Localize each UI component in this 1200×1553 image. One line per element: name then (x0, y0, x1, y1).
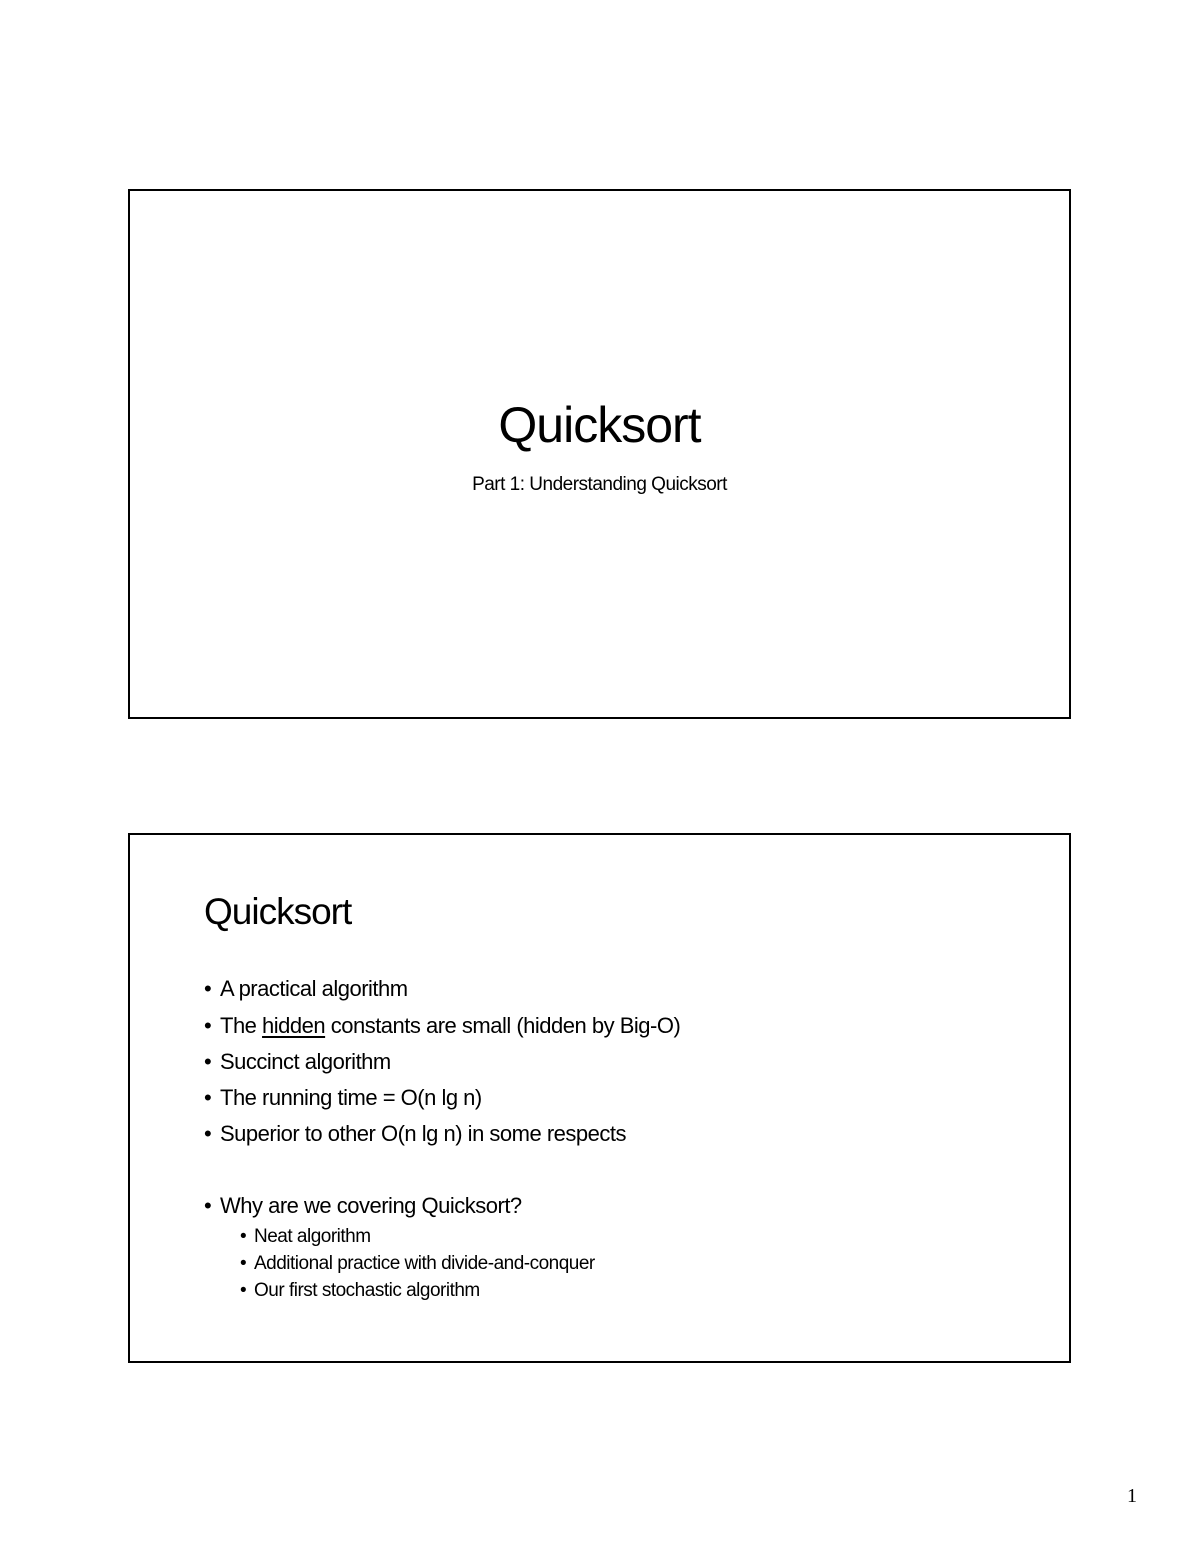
bullet-item (204, 1049, 391, 1075)
bullet-text: Why are we covering Quicksort? (220, 1193, 522, 1218)
bullet-icon: • (204, 976, 212, 1001)
bullet-item (204, 976, 408, 1002)
sub-bullet-text: Additional practice with divide-and-conquer (254, 1253, 595, 1274)
sub-bullet-item (240, 1226, 371, 1248)
bullet-item (204, 1193, 522, 1219)
bullet-icon: • (240, 1280, 247, 1301)
bullet-text: The running time = O(n lg n) (220, 1085, 482, 1110)
bullet-icon: • (204, 1013, 212, 1038)
bullet-icon: • (204, 1085, 212, 1110)
slide-2 (128, 833, 1071, 1363)
sub-bullet-text: Our first stochastic algorithm (254, 1280, 480, 1301)
underlined-word: hidden (262, 1013, 326, 1038)
sub-bullet-text: Neat algorithm (254, 1226, 371, 1247)
bullet-text: A practical algorithm (220, 976, 408, 1001)
bullet-item (204, 1121, 626, 1147)
bullet-item (204, 1085, 482, 1111)
bullet-text: constants are small (hidden by Big-O) (325, 1013, 681, 1038)
bullet-icon: • (204, 1193, 212, 1218)
bullet-icon: • (204, 1049, 212, 1074)
page-number: 1 (1127, 1485, 1137, 1507)
bullet-text: Superior to other O(n lg n) in some respects (220, 1121, 626, 1146)
bullet-text: The (220, 1013, 263, 1038)
bullet-item (204, 1013, 680, 1039)
sub-bullet-item (240, 1253, 595, 1275)
slide-1 (128, 189, 1071, 719)
bullet-icon: • (204, 1121, 212, 1146)
bullet-icon: • (240, 1253, 247, 1274)
bullet-text: Succinct algorithm (220, 1049, 391, 1074)
slide-title: Quicksort (498, 397, 701, 453)
bullet-icon: • (240, 1226, 247, 1247)
slide-title: Quicksort (204, 891, 352, 932)
sub-bullet-item (240, 1280, 480, 1302)
slide-subtitle: Part 1: Understanding Quicksort (472, 474, 727, 495)
